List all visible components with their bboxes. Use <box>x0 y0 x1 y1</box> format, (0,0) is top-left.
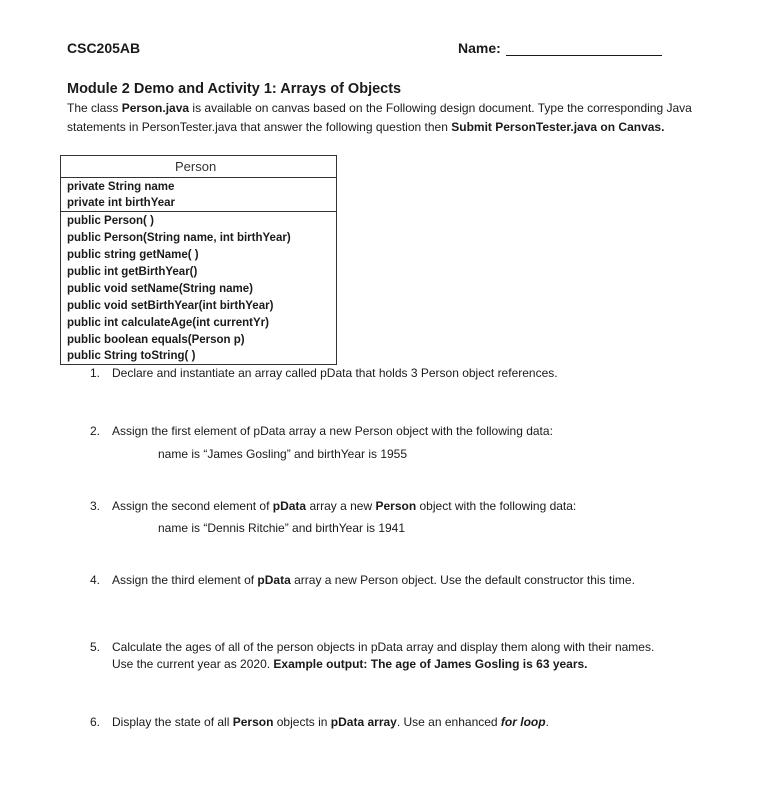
intro-paragraph <box>67 99 697 137</box>
uml-class-name: Person <box>175 159 217 174</box>
uml-method: public String toString( ) <box>67 350 196 362</box>
uml-method: public int getBirthYear() <box>67 266 198 278</box>
question-3-data: name is “Dennis Ritchie” and birthYear is 1941 <box>158 521 406 535</box>
uml-attribute: private int birthYear <box>67 197 176 209</box>
intro-submit-instruction: Submit PersonTester.java on Canvas. <box>451 120 665 134</box>
question-text: Display the state of all Person objects in pData array. Use an enhanced for loop. <box>112 715 549 729</box>
question-number: 5. <box>90 640 101 654</box>
course-code: CSC205AB <box>67 40 141 56</box>
uml-method: public void setName(String name) <box>67 283 253 295</box>
uml-attributes <box>61 178 336 212</box>
name-label: Name: <box>458 40 501 56</box>
uml-method: public Person(String name, int birthYear) <box>67 232 291 244</box>
question-text: Assign the second element of pData array a new Person object with the following data: <box>112 499 577 513</box>
name-blank-line <box>506 55 662 56</box>
question-2-data: name is “James Gosling” and birthYear is 1955 <box>158 447 408 461</box>
question-text: Assign the first element of pData array a new Person object with the following data: <box>112 424 553 438</box>
intro-text: is available on canvas based on the Following design document. Type the corresponding Java statements in PersonTester.java that answer the following question then <box>67 101 692 134</box>
question-number: 1. <box>90 366 101 380</box>
question-number: 6. <box>90 715 101 729</box>
question-text: Use the current year as 2020. Example output: The age of James Gosling is 63 years. <box>112 657 588 671</box>
uml-method: public string getName( ) <box>67 249 199 261</box>
uml-attribute: private String name <box>67 181 175 193</box>
uml-method: public int calculateAge(int currentYr) <box>67 317 269 329</box>
intro-class-name: Person.java <box>121 101 190 115</box>
question-number: 3. <box>90 499 101 513</box>
page-title: Module 2 Demo and Activity 1: Arrays of Objects <box>67 81 402 97</box>
uml-method: public Person( ) <box>67 215 154 227</box>
uml-method: public boolean equals(Person p) <box>67 334 245 346</box>
question-text: Assign the third element of pData array a new Person object. Use the default constructor this time. <box>112 573 635 587</box>
question-number: 2. <box>90 424 101 438</box>
uml-class-header <box>61 156 336 178</box>
uml-method: public void setBirthYear(int birthYear) <box>67 300 274 312</box>
question-text: Calculate the ages of all of the person objects in pData array and display them along with their names. <box>112 640 655 654</box>
uml-class-diagram <box>60 155 337 365</box>
intro-text: The class <box>67 101 122 115</box>
question-number: 4. <box>90 573 101 587</box>
question-text: Declare and instantiate an array called pData that holds 3 Person object references. <box>112 366 558 380</box>
